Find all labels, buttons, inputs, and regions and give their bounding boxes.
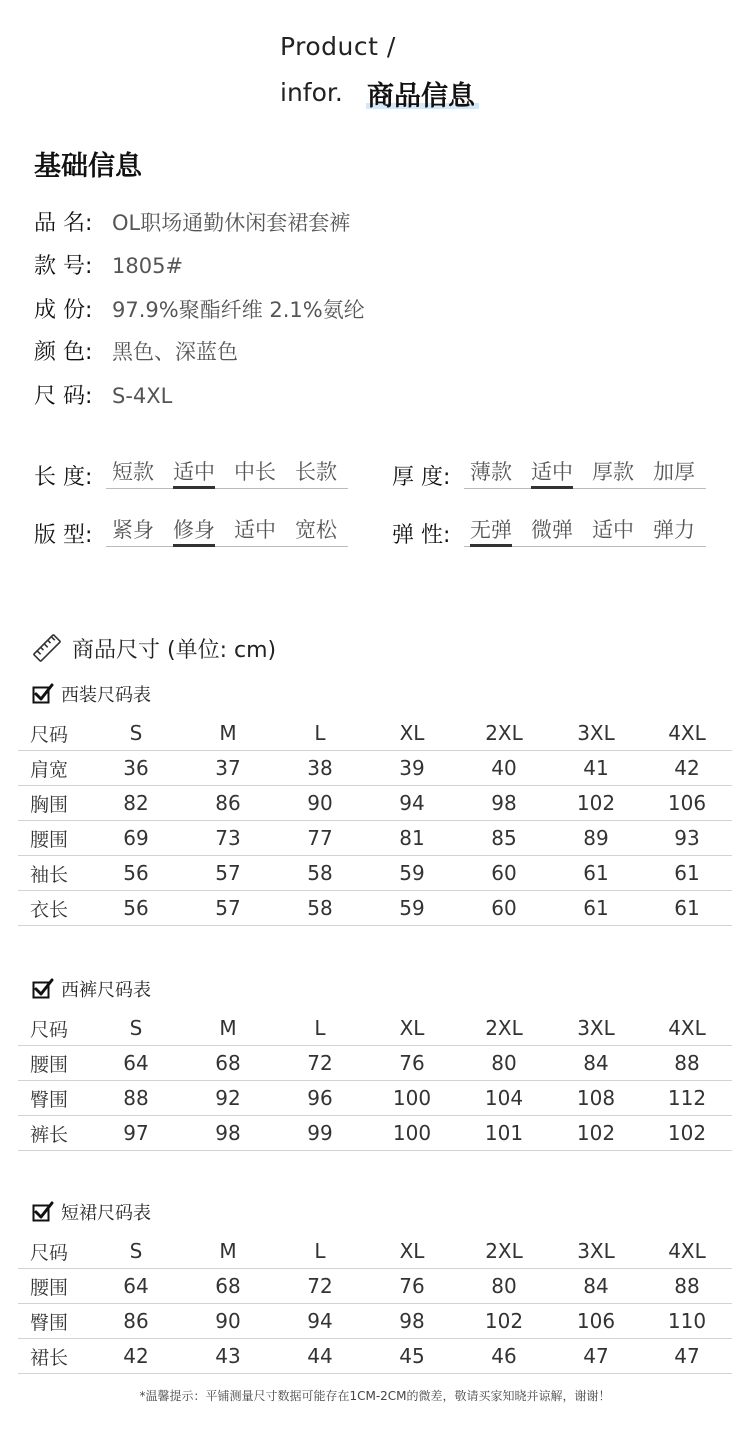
table-cell: 100 xyxy=(366,1116,458,1151)
table-cell: 86 xyxy=(90,1304,182,1339)
row-label: 裤长 xyxy=(18,1116,90,1151)
table-cell: 102 xyxy=(550,786,642,821)
attribute-underline xyxy=(106,546,348,547)
row-label: 腰围 xyxy=(18,1046,90,1081)
attribute-option: 适中 xyxy=(173,460,215,484)
table-row xyxy=(18,1304,732,1339)
table-row xyxy=(18,1269,732,1304)
table-cell: XL xyxy=(366,716,458,751)
info-row-color xyxy=(34,335,238,366)
table-cell: M xyxy=(182,1011,274,1046)
table-cell: 47 xyxy=(550,1339,642,1374)
attribute-option: 紧身 xyxy=(112,518,154,542)
table-cell: S xyxy=(90,1011,182,1046)
size-table xyxy=(18,1234,732,1374)
info-label: 品 名: xyxy=(34,211,93,236)
table-cell: 98 xyxy=(182,1116,274,1151)
table-cell: 2XL xyxy=(458,1011,550,1046)
table-cell: 80 xyxy=(458,1269,550,1304)
table-cell: 61 xyxy=(642,856,732,891)
table-cell: 57 xyxy=(182,891,274,926)
table-cell: 84 xyxy=(550,1269,642,1304)
table-cell: 42 xyxy=(642,751,732,786)
table-cell: 39 xyxy=(366,751,458,786)
table-cell: 37 xyxy=(182,751,274,786)
table-row xyxy=(18,786,732,821)
table-cell: 96 xyxy=(274,1081,366,1116)
checkbox-checked-icon xyxy=(32,683,54,705)
table-cell: 88 xyxy=(642,1269,732,1304)
table-cell: S xyxy=(90,716,182,751)
row-label: 臀围 xyxy=(18,1081,90,1116)
table-cell: 108 xyxy=(550,1081,642,1116)
table-cell: 61 xyxy=(642,891,732,926)
table-cell: 64 xyxy=(90,1269,182,1304)
header-title-en: Product / xyxy=(280,32,396,61)
header-title-cn: 商品信息 xyxy=(367,81,475,112)
row-label: 腰围 xyxy=(18,821,90,856)
attribute-underline xyxy=(106,488,348,489)
table-cell: 110 xyxy=(642,1304,732,1339)
attribute-option: 宽松 xyxy=(295,518,337,542)
table-cell: 97 xyxy=(90,1116,182,1151)
attribute-option: 长款 xyxy=(295,460,337,484)
table-cell: 38 xyxy=(274,751,366,786)
table-cell: L xyxy=(274,716,366,751)
table-cell: 57 xyxy=(182,856,274,891)
table-cell: 76 xyxy=(366,1269,458,1304)
table-cell: 106 xyxy=(642,786,732,821)
table-cell: 82 xyxy=(90,786,182,821)
table-cell: 60 xyxy=(458,856,550,891)
table-cell: 102 xyxy=(550,1116,642,1151)
table-cell: 64 xyxy=(90,1046,182,1081)
table-cell: 81 xyxy=(366,821,458,856)
row-label: 胸围 xyxy=(18,786,90,821)
table-cell: 2XL xyxy=(458,716,550,751)
attribute-option: 修身 xyxy=(173,518,215,542)
table-row xyxy=(18,1339,732,1374)
attribute-label: 版 型: xyxy=(34,523,93,548)
row-label: 尺码 xyxy=(18,1234,90,1269)
attribute-option: 薄款 xyxy=(470,460,512,484)
info-label: 颜 色: xyxy=(34,340,93,365)
measurement-note: *温馨提示：平铺测量尺寸数据可能存在1CM-2CM的微差，敬请买家知晓并谅解，谢谢！ xyxy=(139,1389,611,1403)
table-cell: 45 xyxy=(366,1339,458,1374)
attribute-option: 适中 xyxy=(592,518,634,542)
table-cell: L xyxy=(274,1011,366,1046)
table-cell: 68 xyxy=(182,1046,274,1081)
table-row xyxy=(18,1116,732,1151)
table-cell: 98 xyxy=(366,1304,458,1339)
table-cell: 90 xyxy=(182,1304,274,1339)
attribute-option: 微弹 xyxy=(531,518,573,542)
table-header-row xyxy=(18,1011,732,1046)
table-cell: 58 xyxy=(274,856,366,891)
table-cell: 61 xyxy=(550,891,642,926)
table-row xyxy=(18,1081,732,1116)
table-cell: 56 xyxy=(90,891,182,926)
table-cell: 46 xyxy=(458,1339,550,1374)
table-cell: 99 xyxy=(274,1116,366,1151)
info-value: 1805# xyxy=(112,254,184,278)
basic-info-title: 基础信息 xyxy=(34,151,142,182)
row-label: 臀围 xyxy=(18,1304,90,1339)
attribute-option: 适中 xyxy=(234,518,276,542)
table-cell: 2XL xyxy=(458,1234,550,1269)
table-cell: 98 xyxy=(458,786,550,821)
size-section-title: 商品尺寸 (单位: cm) xyxy=(72,638,277,663)
table-cell: 85 xyxy=(458,821,550,856)
row-label: 裙长 xyxy=(18,1339,90,1374)
table-cell: 89 xyxy=(550,821,642,856)
table-cell: 4XL xyxy=(642,1234,732,1269)
info-row-style xyxy=(34,249,183,280)
attribute-option: 弹力 xyxy=(653,518,695,542)
table-cell: 102 xyxy=(642,1116,732,1151)
table-cell: 72 xyxy=(274,1269,366,1304)
table-cell: 93 xyxy=(642,821,732,856)
table-cell: 94 xyxy=(274,1304,366,1339)
row-label: 肩宽 xyxy=(18,751,90,786)
table-cell: 73 xyxy=(182,821,274,856)
attribute-option: 加厚 xyxy=(653,460,695,484)
table-cell: 47 xyxy=(642,1339,732,1374)
table-cell: 58 xyxy=(274,891,366,926)
table-row xyxy=(18,1046,732,1081)
info-value: OL职场通勤休闲套裙套裤 xyxy=(112,211,351,235)
table-cell: L xyxy=(274,1234,366,1269)
size-table-title: 西装尺码表 xyxy=(61,685,151,706)
info-label: 成 份: xyxy=(34,298,93,323)
table-cell: 42 xyxy=(90,1339,182,1374)
table-row xyxy=(18,856,732,891)
table-cell: 36 xyxy=(90,751,182,786)
info-label: 款 号: xyxy=(34,254,93,279)
attribute-option: 适中 xyxy=(531,460,573,484)
attribute-label: 长 度: xyxy=(34,465,93,490)
table-cell: S xyxy=(90,1234,182,1269)
row-label: 衣长 xyxy=(18,891,90,926)
selected-option-marker xyxy=(173,486,215,489)
table-cell: 3XL xyxy=(550,1234,642,1269)
info-value: S-4XL xyxy=(112,384,173,408)
attribute-option: 无弹 xyxy=(470,518,512,542)
table-cell: 112 xyxy=(642,1081,732,1116)
table-cell: 3XL xyxy=(550,716,642,751)
info-row-name xyxy=(34,206,350,237)
table-cell: 102 xyxy=(458,1304,550,1339)
table-cell: M xyxy=(182,716,274,751)
info-row-material xyxy=(34,293,365,324)
table-cell: XL xyxy=(366,1234,458,1269)
table-cell: 88 xyxy=(90,1081,182,1116)
table-cell: 77 xyxy=(274,821,366,856)
size-table xyxy=(18,1011,732,1151)
info-row-size xyxy=(34,379,172,410)
attribute-option: 中长 xyxy=(234,460,276,484)
table-cell: 92 xyxy=(182,1081,274,1116)
table-cell: XL xyxy=(366,1011,458,1046)
table-cell: 3XL xyxy=(550,1011,642,1046)
attribute-option: 短款 xyxy=(112,460,154,484)
table-cell: 84 xyxy=(550,1046,642,1081)
table-cell: 61 xyxy=(550,856,642,891)
table-row xyxy=(18,751,732,786)
row-label: 袖长 xyxy=(18,856,90,891)
row-label: 尺码 xyxy=(18,716,90,751)
table-cell: 72 xyxy=(274,1046,366,1081)
table-cell: 40 xyxy=(458,751,550,786)
table-cell: 56 xyxy=(90,856,182,891)
size-table-title: 西裤尺码表 xyxy=(61,980,151,1001)
table-cell: 69 xyxy=(90,821,182,856)
checkbox-checked-icon xyxy=(32,1201,54,1223)
table-cell: 101 xyxy=(458,1116,550,1151)
checkbox-checked-icon xyxy=(32,978,54,1000)
table-cell: 68 xyxy=(182,1269,274,1304)
table-cell: 88 xyxy=(642,1046,732,1081)
table-cell: 106 xyxy=(550,1304,642,1339)
table-cell: 43 xyxy=(182,1339,274,1374)
info-label: 尺 码: xyxy=(34,384,93,409)
table-row xyxy=(18,821,732,856)
row-label: 尺码 xyxy=(18,1011,90,1046)
selected-option-marker xyxy=(470,544,512,547)
table-cell: 41 xyxy=(550,751,642,786)
selected-option-marker xyxy=(531,486,573,489)
table-cell: 4XL xyxy=(642,1011,732,1046)
table-cell: 44 xyxy=(274,1339,366,1374)
table-cell: M xyxy=(182,1234,274,1269)
table-cell: 90 xyxy=(274,786,366,821)
table-cell: 4XL xyxy=(642,716,732,751)
attribute-option: 厚款 xyxy=(592,460,634,484)
table-cell: 104 xyxy=(458,1081,550,1116)
size-table xyxy=(18,716,732,926)
table-cell: 100 xyxy=(366,1081,458,1116)
table-cell: 80 xyxy=(458,1046,550,1081)
table-header-row xyxy=(18,1234,732,1269)
table-cell: 60 xyxy=(458,891,550,926)
row-label: 腰围 xyxy=(18,1269,90,1304)
attribute-label: 厚 度: xyxy=(392,465,451,490)
table-row xyxy=(18,891,732,926)
table-cell: 59 xyxy=(366,891,458,926)
size-table-title: 短裙尺码表 xyxy=(61,1203,151,1224)
table-cell: 76 xyxy=(366,1046,458,1081)
attribute-underline xyxy=(464,488,706,489)
table-header-row xyxy=(18,716,732,751)
table-cell: 86 xyxy=(182,786,274,821)
table-cell: 59 xyxy=(366,856,458,891)
attribute-label: 弹 性: xyxy=(392,523,451,548)
info-value: 97.9%聚酯纤维 2.1%氨纶 xyxy=(112,298,365,322)
table-cell: 94 xyxy=(366,786,458,821)
header-subtitle-en: infor. xyxy=(280,78,343,107)
ruler-icon xyxy=(32,633,62,663)
info-value: 黑色、深蓝色 xyxy=(112,340,238,364)
selected-option-marker xyxy=(173,544,215,547)
